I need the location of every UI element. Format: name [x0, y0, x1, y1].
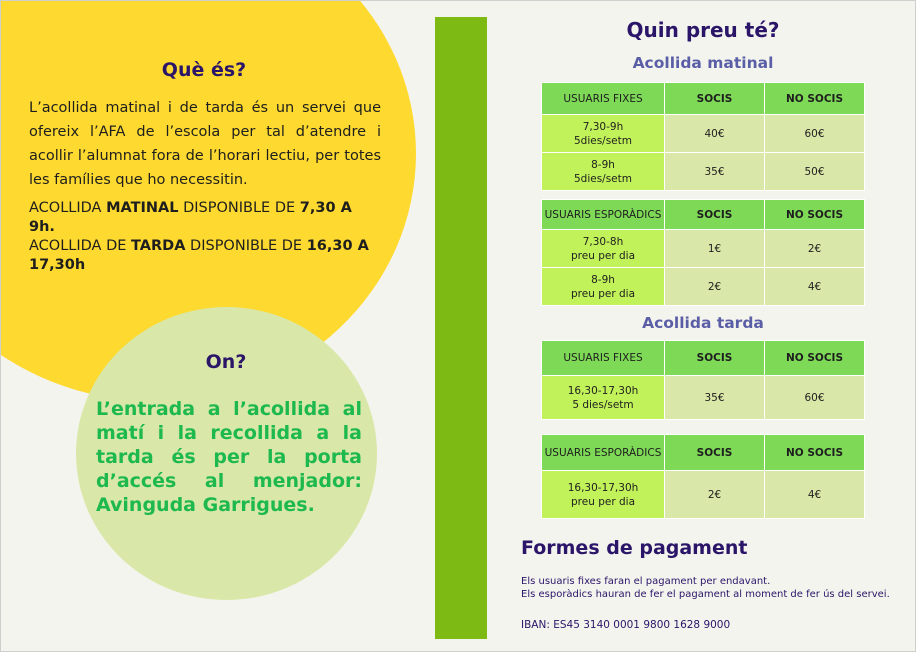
green-divider-bar — [435, 17, 487, 639]
table-row — [542, 115, 865, 153]
table-header-socis: SOCIS — [665, 435, 765, 471]
table-row — [542, 376, 865, 420]
table-header-socis: SOCIS — [665, 200, 765, 230]
row-label: 16,30-17,30h preu per dia — [542, 471, 665, 519]
table-row — [542, 230, 865, 268]
price-socis: 40€ — [665, 115, 765, 153]
price-nosocis: 4€ — [765, 471, 865, 519]
que-es-heading: Què és? — [161, 59, 247, 81]
acollida-matinal-heading: Acollida matinal — [632, 54, 774, 72]
row-label: 8-9h 5dies/setm — [542, 153, 665, 191]
price-socis: 1€ — [665, 230, 765, 268]
price-nosocis: 50€ — [765, 153, 865, 191]
price-socis: 35€ — [665, 153, 765, 191]
table-header-nosocis: NO SOCIS — [765, 83, 865, 115]
table-header-socis: SOCIS — [665, 341, 765, 376]
payment-info — [521, 575, 890, 601]
on-heading: On? — [205, 351, 247, 373]
table-header-usuaris: USUARIS ESPORÀDICS — [542, 200, 665, 230]
payment-fixes-text: Els usuaris fixes faran el pagament per endavant. — [521, 576, 771, 587]
table-header-usuaris: USUARIS FIXES — [542, 83, 665, 115]
hours-tarda-line: ACOLLIDA DE TARDA DISPONIBLE DE 16,30 A 17,30h — [29, 238, 369, 273]
que-es-description: L’acollida matinal i de tarda és un servei que ofereix l’AFA de l’escola per tal d’atendre i acollir l’alumnat fora de l’horari lectiu, per totes les famílies que ho necessitin. — [29, 100, 381, 188]
tarda-fixes-table — [541, 340, 865, 420]
on-description: L’entrada a l’acollida al matí i la recollida a la tarda és per la porta d’accés al menjador: Avinguda Garrigues. — [96, 398, 362, 516]
price-nosocis: 4€ — [765, 268, 865, 306]
price-nosocis: 60€ — [765, 115, 865, 153]
table-header-nosocis: NO SOCIS — [765, 200, 865, 230]
matinal-fixes-table — [541, 82, 865, 191]
table-row — [542, 268, 865, 306]
price-nosocis: 60€ — [765, 376, 865, 420]
table-row — [542, 471, 865, 519]
row-label: 7,30-8h preu per dia — [542, 230, 665, 268]
row-label: 7,30-9h 5dies/setm — [542, 115, 665, 153]
quin-preu-heading: Quin preu té? — [626, 18, 780, 42]
table-header-usuaris: USUARIS FIXES — [542, 341, 665, 376]
table-header-usuaris: USUARIS ESPORÀDICS — [542, 435, 665, 471]
table-header-socis: SOCIS — [665, 83, 765, 115]
acollida-tarda-heading: Acollida tarda — [642, 314, 764, 332]
tarda-esporadics-table — [541, 434, 865, 519]
matinal-esporadics-table — [541, 199, 865, 306]
row-label: 8-9h preu per dia — [542, 268, 665, 306]
hours-matinal-line: ACOLLIDA MATINAL DISPONIBLE DE 7,30 A 9h. — [29, 200, 352, 235]
price-nosocis: 2€ — [765, 230, 865, 268]
price-socis: 2€ — [665, 471, 765, 519]
table-header-nosocis: NO SOCIS — [765, 435, 865, 471]
formes-pagament-heading: Formes de pagament — [521, 537, 748, 559]
price-socis: 35€ — [665, 376, 765, 420]
payment-esporadics-text: Els esporàdics hauran de fer el pagament al moment de fer ús del servei. — [521, 589, 890, 600]
table-row — [542, 153, 865, 191]
iban-text: IBAN: ES45 3140 0001 9800 1628 9000 — [521, 619, 731, 631]
table-header-nosocis: NO SOCIS — [765, 341, 865, 376]
row-label: 16,30-17,30h 5 dies/setm — [542, 376, 665, 420]
price-socis: 2€ — [665, 268, 765, 306]
hours-info — [29, 199, 381, 275]
